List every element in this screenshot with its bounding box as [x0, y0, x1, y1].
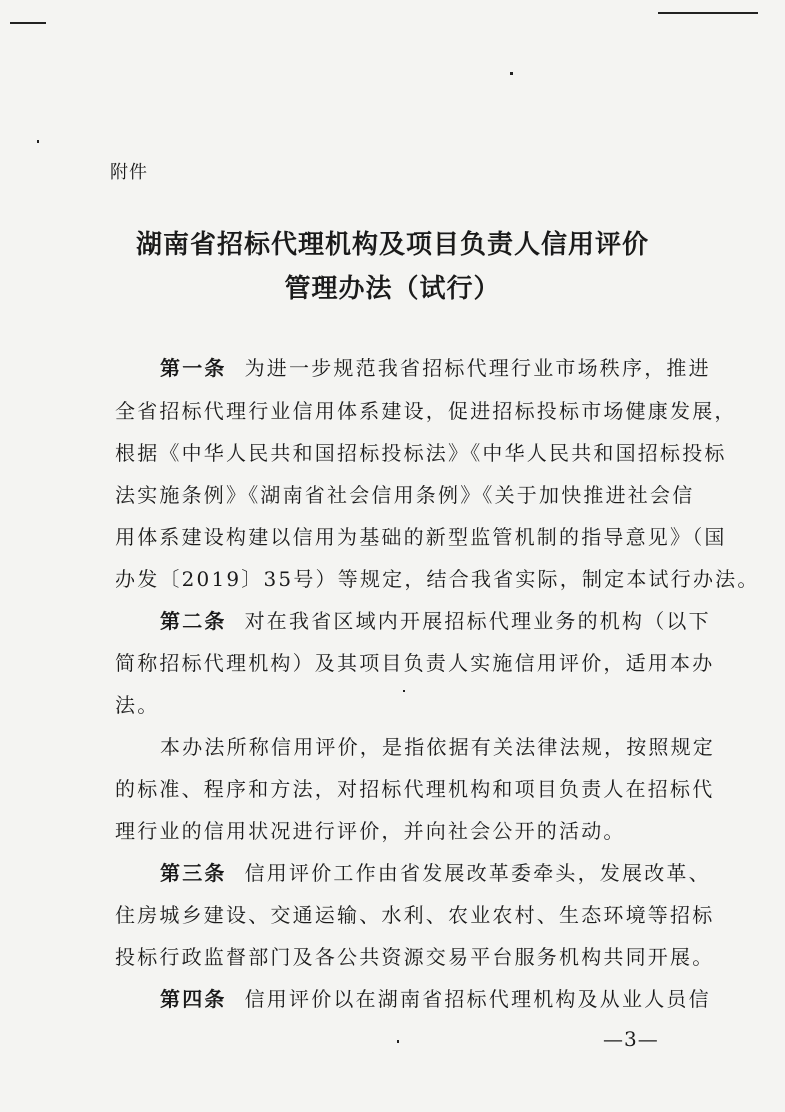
paragraph-line: 的标准、程序和方法，对招标代理机构和项目负责人在招标代 [115, 777, 715, 801]
paragraph-line [160, 859, 711, 887]
paragraph-line: 理行业的信用状况进行评价，并向社会公开的活动。 [115, 819, 626, 843]
scan-mark-top-left [10, 22, 46, 24]
article-4-label: 第四条 [160, 987, 227, 1011]
line-text: 为进一步规范我省招标代理行业市场秩序，推进 [244, 356, 711, 380]
paragraph-line: 根据《中华人民共和国招标投标法》《中华人民共和国招标投标 [115, 441, 727, 465]
paragraph-line [160, 985, 711, 1013]
scan-dot [397, 1040, 399, 1043]
article-3-label: 第三条 [160, 861, 227, 885]
line-text: 对在我省区域内开展招标代理业务的机构（以下 [244, 609, 711, 633]
line-text: 信用评价工作由省发展改革委牵头，发展改革、 [244, 861, 711, 885]
paragraph-line: 全省招标代理行业信用体系建设，促进招标投标市场健康发展， [115, 399, 737, 423]
paragraph-line [160, 354, 711, 382]
scan-mark-top-right [658, 12, 758, 14]
paragraph-line: 投标行政监督部门及各公共资源交易平台服务机构共同开展。 [115, 945, 715, 969]
page-number: —3— [603, 1027, 659, 1051]
paragraph-line: 用体系建设构建以信用为基础的新型监管机制的指导意见》（国 [115, 525, 727, 549]
scan-dot [37, 140, 39, 143]
paragraph-line: 法。 [115, 693, 160, 717]
paragraph-line: 简称招标代理机构）及其项目负责人实施信用评价，适用本办 [115, 651, 715, 675]
document-title-line-2: 管理办法（试行） [284, 274, 501, 304]
paragraph-line: 办发〔2019〕35号）等规定，结合我省实际，制定本试行办法。 [115, 567, 760, 591]
document-title-line-1: 湖南省招标代理机构及项目负责人信用评价 [135, 230, 649, 260]
paragraph-line: 法实施条例》《湖南省社会信用条例》《关于加快推进社会信 [115, 483, 695, 507]
paragraph-line [160, 607, 711, 635]
paragraph-line: 本办法所称信用评价，是指依据有关法律法规，按照规定 [160, 735, 715, 759]
scan-dot [510, 72, 513, 75]
line-text: 信用评价以在湖南省招标代理机构及从业人员信 [244, 987, 711, 1011]
article-2-label: 第二条 [160, 609, 227, 633]
attachment-label: 附件 [110, 162, 148, 183]
article-1-label: 第一条 [160, 356, 227, 380]
paragraph-line: 住房城乡建设、交通运输、水利、农业农村、生态环境等招标 [115, 903, 715, 927]
